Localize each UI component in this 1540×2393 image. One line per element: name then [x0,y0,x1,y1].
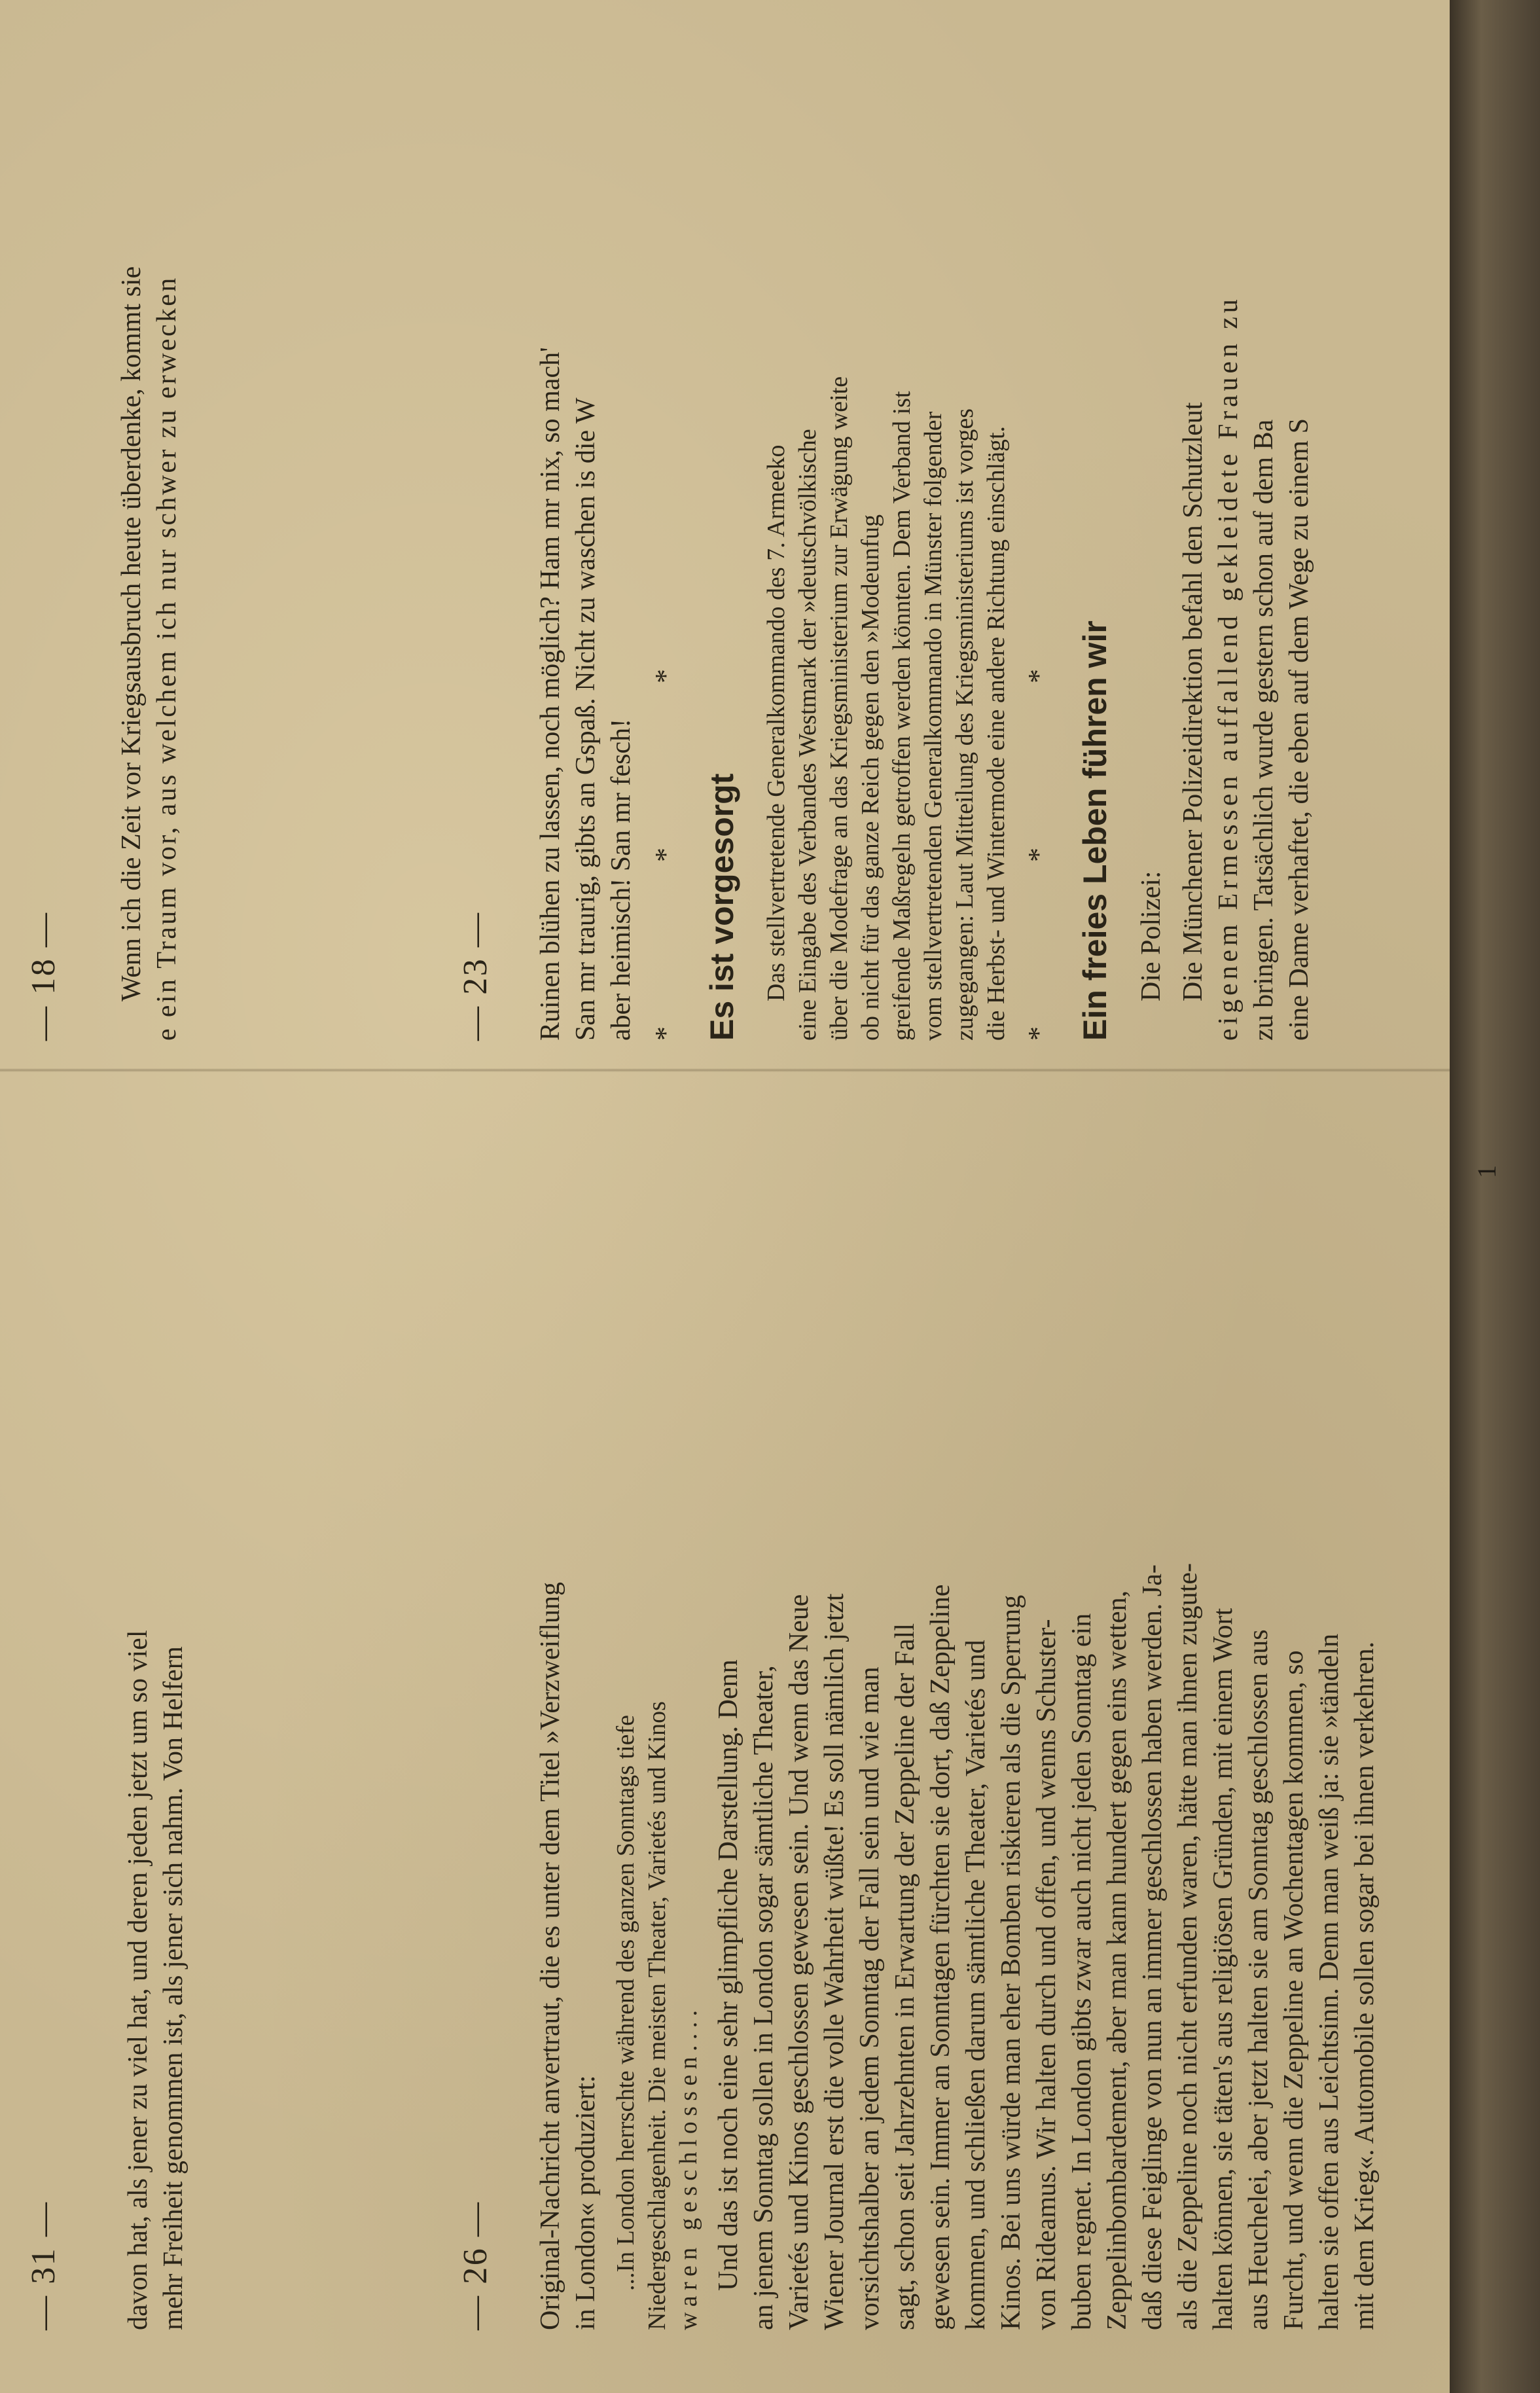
page-number: — 26 — [457,2201,494,2330]
section-divider: * * * [649,590,681,1041]
subheading: Die Polizei: [1136,871,1166,1001]
text-line: als die Zeppeline noch nicht erfunden waren, hätte man ihnen zugute- [1173,1562,1203,2330]
text-line: aber heimisch! San mr fesch! [606,718,636,1041]
page-fold [0,1068,1450,1072]
page-31 [26,1152,191,2330]
quote-line: ...In London herrschte während des ganzen Sonntags tiefe [612,1714,639,2291]
text-line: von Rideamus. Wir halten durch und offen, und wenns Schuster- [1031,1619,1062,2330]
text-line: über die Modefrage an das Kriegsministerium zur Erwägung weite [825,376,853,1041]
text-line: kommen, und schließen darum sämtliche Theater, Varietés und [961,1640,991,2330]
text-line: ob nicht für das ganze Reich gegen den »Modeunfug [857,514,884,1041]
section-heading: Ein freies Leben führen wir [1077,621,1113,1041]
section-heading: Es ist vorgesorgt [704,773,740,1041]
text-line: Die Münchener Polizeidirektion befahl den Schutzleut [1178,402,1208,1001]
text-line: vom stellvertretenden Generalkommando in Münster folgender [920,411,947,1041]
text-line: greifende Maßregeln getroffen werden könnten. Dem Verband ist [888,391,916,1041]
text-line: Original-Nachricht anvertraut, die es unter dem Titel »Verzweiflung [535,1582,565,2330]
text-line: aus Heuchelei, aber jetzt halten sie am Sonntag geschlossen aus [1244,1629,1274,2330]
text-line: die Herbst- und Wintermode eine andere Richtung einschlägt. [982,425,1010,1041]
text-line: in London« produziert: [571,2075,601,2330]
text-line: mit dem Krieg«. Automobile sollen sogar bei ihnen verkehren. [1350,1641,1380,2330]
text-line: Varietés und Kinos geschlossen gewesen sein. Und wenn das Neue [784,1594,814,2330]
text-line: Und das ist noch eine sehr glimpfliche Darstellung. Denn [713,1659,743,2291]
quote-line: waren geschlossen.... [675,2004,702,2330]
page-23 [458,72,1317,1041]
text-line: Wiener Journal erst die volle Wahrheit wüßte! Es soll nämlich jetzt [819,1593,850,2330]
text-line: an jenem Sonntag sollen in London sogar sämtliche Theater, [749,1665,779,2330]
text-line: San mr traurig, gibts an Gspaß. Nicht zu waschen is die W [571,397,601,1041]
text-line: eigenem Ermessen auffallend gekleidete Frauen zu [1213,295,1244,1041]
text-line: mehr Freiheit genommen ist, als jener sich nahm. Von Helfern [158,1646,188,2330]
text-line: e ein Traum vor, aus welchem ich nur schwer zu erwecken [152,276,182,1041]
text-line: Kinos. Bei uns würde man eher Bomben riskieren als die Sperrung [996,1594,1026,2330]
text-line: zugegangen: Laut Mitteilung des Kriegsministeriums ist vorges [951,408,978,1041]
text-line: zu bringen. Tatsächlich wurde gestern schon auf dem Ba [1249,419,1279,1041]
page-number: — 31 — [25,2201,62,2330]
text-line: davon hat, als jener zu viel hat, und deren jeden jetzt um so viel [123,1630,153,2330]
section-divider: * * * [1022,590,1054,1041]
book-spine-edge [1450,0,1540,2393]
text-line: eine Dame verhaftet, die eben auf dem Wege zu einem S [1284,418,1314,1041]
text-line: Wenn ich die Zeit vor Kriegsausbruch heute überdenke, kommt sie [116,266,147,1001]
text-line: halten können, sie täten's aus religiösen Gründen, mit einem Wort [1208,1608,1238,2330]
margin-mark: 1 [1472,1165,1501,1178]
text-line: eine Eingabe des Verbandes Westmark der »deutschvölkische [794,429,821,1041]
text-line: Furcht, und wenn die Zeppeline an Wochentagen kommen, so [1279,1650,1309,2330]
text-line: buben regnet. In London gibts zwar auch nicht jeden Sonntag ein [1067,1613,1097,2330]
page-18 [26,72,185,1041]
text-line: Zeppelinbombardement, aber man kann hundert gegen eins wetten, [1102,1590,1132,2330]
text-line: gewesen sein. Immer an Sonntagen fürchten sie dort, daß Zeppeline [925,1584,956,2330]
text-line: Ruinen blühen zu lassen, noch möglich? Ham mr nix, so mach' [535,347,565,1041]
page-number: — 18 — [25,911,62,1041]
page-number: — 23 — [457,911,494,1041]
page-26 [458,1152,1382,2330]
text-line: halten sie offen aus Leichtsinn. Denn man weiß ja: sie »tändeln [1314,1633,1344,2330]
text-line: sagt, schon seit Jahrzehnten in Erwartung der Zeppeline der Fall [890,1623,920,2330]
text-line: Das stellvertretende Generalkommando des 7. Armeeko [762,444,790,1001]
text-line: daß diese Feiglinge von nun an immer geschlossen haben werden. Ja- [1137,1564,1168,2330]
text-line: vorsichtshalber an jedem Sonntag der Fall sein und wie man [855,1666,885,2330]
quote-line: Niedergeschlagenheit. Die meisten Theater, Varietés und Kinos [643,1701,671,2330]
